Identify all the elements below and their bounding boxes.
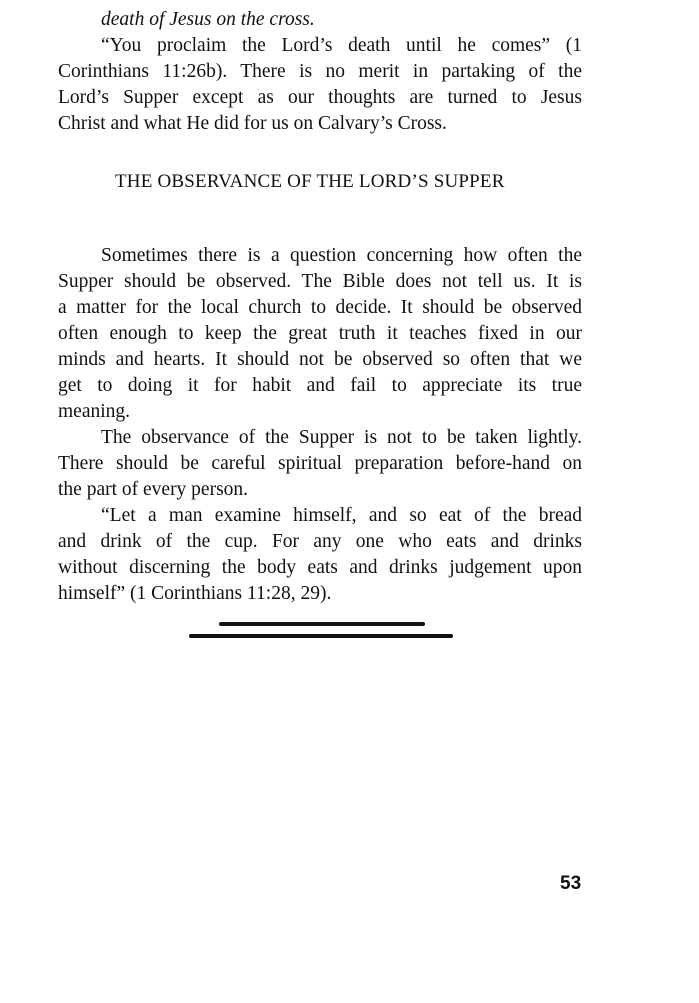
divider-rule-top [219, 622, 425, 626]
text-line: minds and hearts. It should not be observed so often that we [58, 349, 582, 370]
text-line: Christ and what He did for us on Calvary’s Cross. [58, 113, 447, 134]
text-line: get to doing it for habit and fail to appreciate its true [58, 375, 582, 396]
text-line: Lord’s Supper except as our thoughts are turned to Jesus [58, 87, 582, 108]
text-line: Supper should be observed. The Bible does not tell us. It is [58, 271, 582, 292]
section-heading: THE OBSERVANCE OF THE LORD’S SUPPER [115, 171, 505, 192]
text-line: Corinthians 11:26b). There is no merit in partaking of the [58, 61, 582, 82]
text-line: “Let a man examine himself, and so eat of the bread [101, 505, 582, 526]
text-line: without discerning the body eats and drinks judgement upon [58, 557, 582, 578]
text-line: meaning. [58, 401, 131, 422]
text-line: himself” (1 Corinthians 11:28, 29). [58, 583, 332, 604]
text-line: “You proclaim the Lord’s death until he comes” (1 [101, 35, 582, 56]
text-line: Sometimes there is a question concerning how often the [101, 245, 582, 266]
text-line: death of Jesus on the cross. [101, 9, 315, 30]
text-line: the part of every person. [58, 479, 249, 500]
page-number: 53 [560, 873, 582, 894]
divider-rule-bottom [189, 634, 453, 638]
text-line: a matter for the local church to decide. It should be observed [58, 297, 582, 318]
text-line: There should be careful spiritual preparation before-hand on [58, 453, 582, 474]
text-line: often enough to keep the great truth it teaches fixed in our [58, 323, 582, 344]
text-line: and drink of the cup. For any one who eats and drinks [58, 531, 582, 552]
text-line: The observance of the Supper is not to be taken lightly. [101, 427, 582, 448]
